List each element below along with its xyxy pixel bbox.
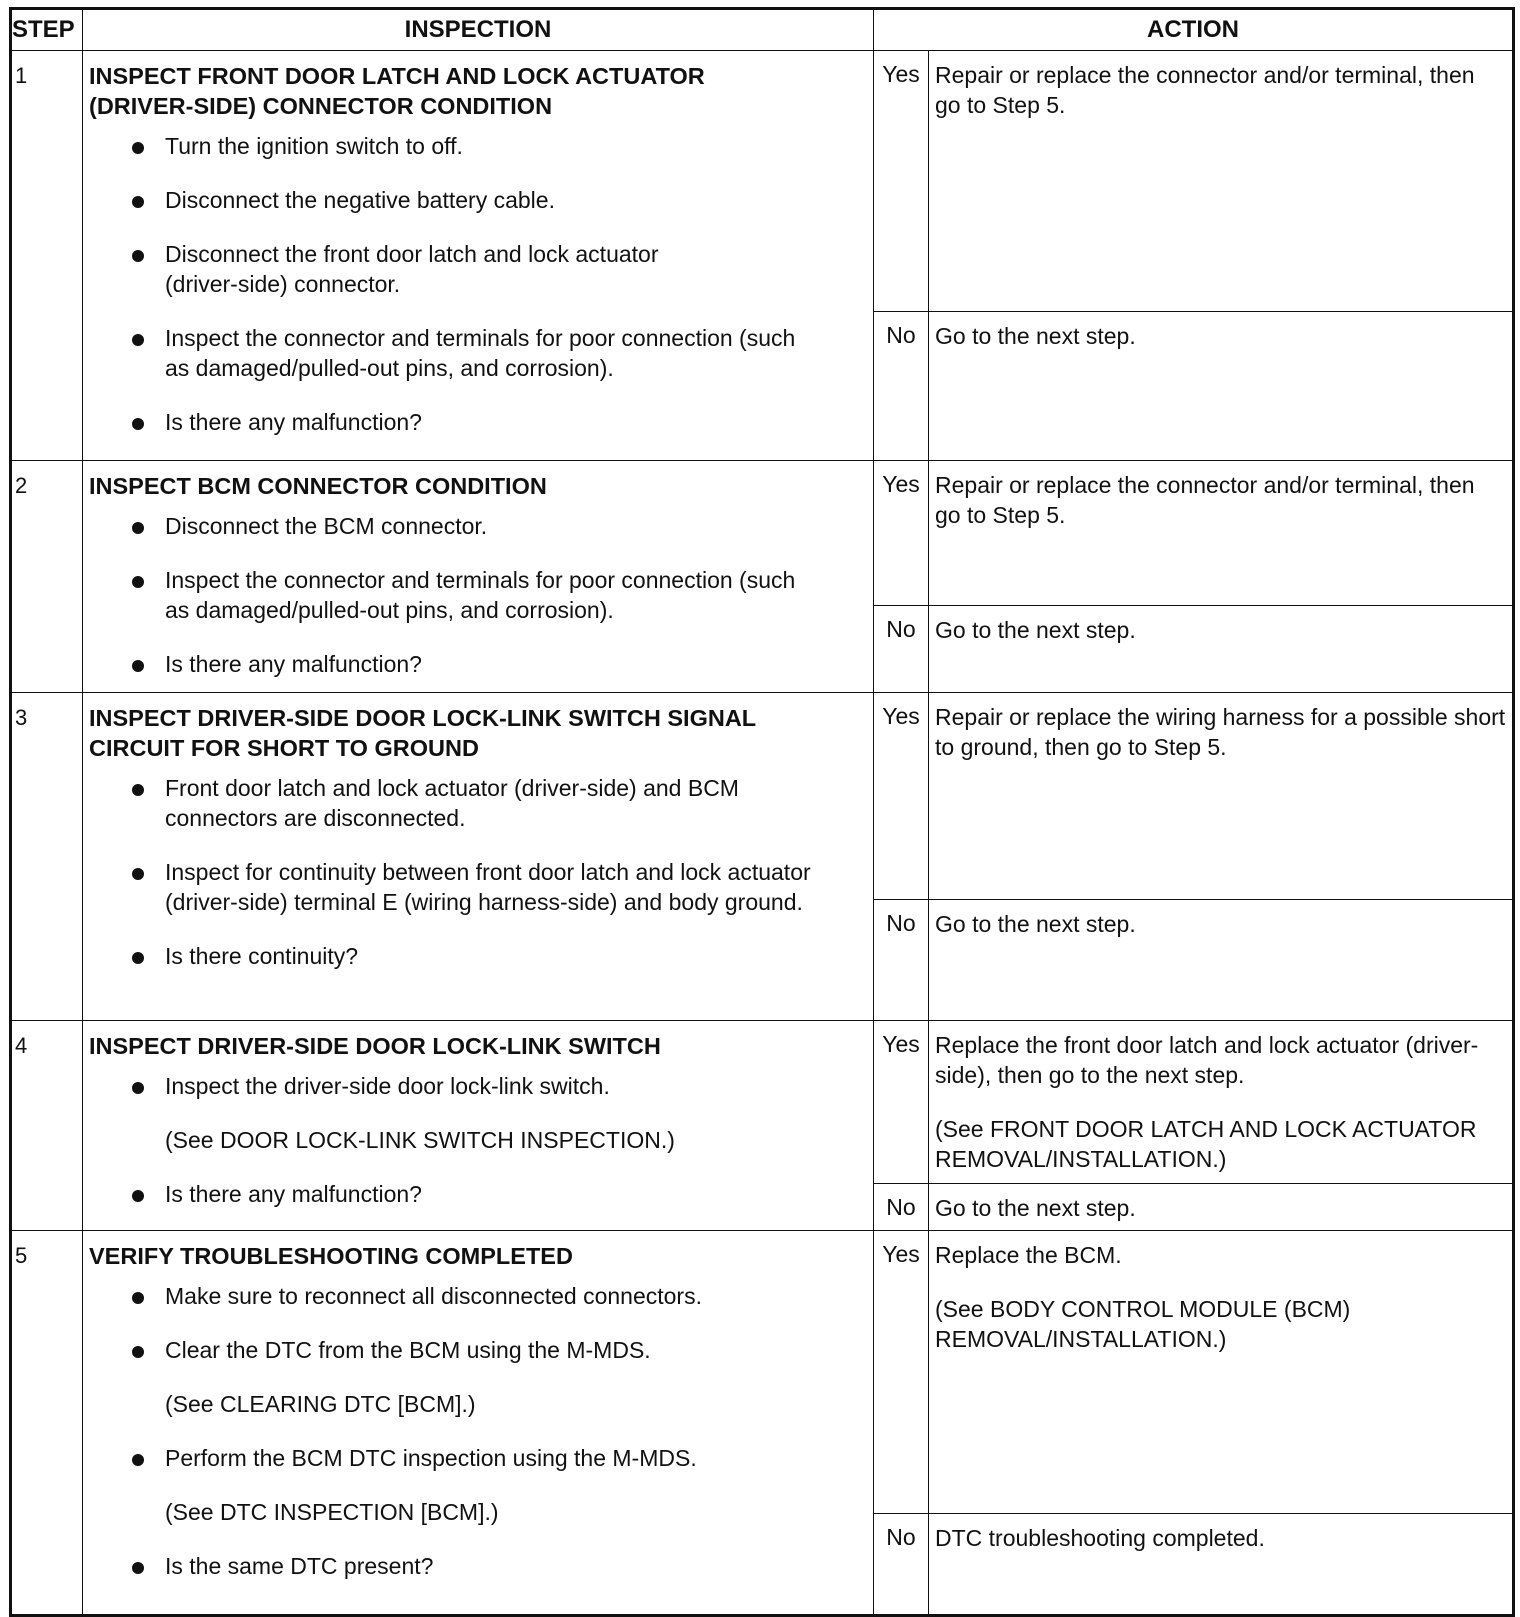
inspection-title-line: INSPECT DRIVER-SIDE DOOR LOCK-LINK SWITCH SIGNAL bbox=[89, 705, 757, 731]
no-label: No bbox=[874, 1184, 929, 1231]
action-text: Repair or replace the connector and/or terminal, then go to Step 5. bbox=[935, 62, 1475, 118]
step-row-1 bbox=[11, 51, 1514, 312]
step-number: 5 bbox=[11, 1231, 83, 1616]
inspection-item: Disconnect the BCM connector. bbox=[89, 511, 867, 541]
inspection-title-line: INSPECT DRIVER-SIDE DOOR LOCK-LINK SWITCH bbox=[89, 1033, 661, 1059]
step-row-4 bbox=[11, 1021, 1514, 1184]
inspection-item: Is the same DTC present? bbox=[89, 1551, 867, 1581]
inspection-item: Front door latch and lock actuator (driver-side) and BCM connectors are disconnected. bbox=[89, 773, 867, 833]
header-row bbox=[11, 9, 1514, 51]
inspection-list bbox=[89, 511, 867, 679]
inspection-reference: (See DOOR LOCK-LINK SWITCH INSPECTION.) bbox=[165, 1127, 675, 1153]
header-action: ACTION bbox=[874, 9, 1514, 51]
inspection-item: Clear the DTC from the BCM using the M-MDS. bbox=[89, 1335, 867, 1365]
action-text: Replace the front door latch and lock actuator (driver-side), then go to the next step. bbox=[935, 1032, 1479, 1088]
inspection-cell bbox=[83, 1231, 874, 1616]
yes-action bbox=[929, 461, 1514, 606]
inspection-item: Disconnect the front door latch and lock actuator (driver-side) connector. bbox=[89, 239, 867, 299]
inspection-title-line: CIRCUIT FOR SHORT TO GROUND bbox=[89, 735, 479, 761]
diagnostic-table bbox=[9, 7, 1515, 1617]
step-row-5 bbox=[11, 1231, 1514, 1514]
header-inspection: INSPECTION bbox=[83, 9, 874, 51]
no-action: DTC troubleshooting completed. bbox=[929, 1514, 1514, 1616]
inspection-reference: (See DTC INSPECTION [BCM].) bbox=[165, 1499, 499, 1525]
action-reference: (See BODY CONTROL MODULE (BCM) REMOVAL/INSTALLATION.) bbox=[935, 1296, 1351, 1352]
inspection-item: Is there any malfunction? bbox=[89, 1179, 867, 1209]
inspection-title-line: INSPECT BCM CONNECTOR CONDITION bbox=[89, 473, 547, 499]
inspection-item: Disconnect the negative battery cable. bbox=[89, 185, 867, 215]
inspection-cell bbox=[83, 1021, 874, 1231]
inspection-cell bbox=[83, 693, 874, 1021]
yes-label: Yes bbox=[874, 693, 929, 900]
inspection-list bbox=[89, 773, 867, 971]
action-text: Repair or replace the connector and/or terminal, then go to Step 5. bbox=[935, 472, 1475, 528]
no-action: Go to the next step. bbox=[929, 1184, 1514, 1231]
yes-label: Yes bbox=[874, 1021, 929, 1184]
inspection-title bbox=[89, 1031, 867, 1061]
inspection-item: Inspect the connector and terminals for poor connection (such as damaged/pulled-out pins, and corrosion). bbox=[89, 565, 867, 625]
inspection-item: Make sure to reconnect all disconnected connectors. bbox=[89, 1281, 867, 1311]
inspection-cell bbox=[83, 461, 874, 693]
no-action: Go to the next step. bbox=[929, 606, 1514, 693]
yes-label: Yes bbox=[874, 461, 929, 606]
inspection-title-line: VERIFY TROUBLESHOOTING COMPLETED bbox=[89, 1243, 573, 1269]
inspection-title bbox=[89, 1241, 867, 1271]
yes-action bbox=[929, 693, 1514, 900]
no-action: Go to the next step. bbox=[929, 900, 1514, 1021]
yes-label: Yes bbox=[874, 51, 929, 312]
action-text: Repair or replace the wiring harness for a possible short to ground, then go to Step 5. bbox=[935, 704, 1506, 760]
step-number: 1 bbox=[11, 51, 83, 461]
no-label: No bbox=[874, 1514, 929, 1616]
yes-action bbox=[929, 51, 1514, 312]
inspection-item: Inspect for continuity between front door latch and lock actuator (driver-side) terminal E (wiring harness-side) and body ground. bbox=[89, 857, 867, 917]
step-row-3 bbox=[11, 693, 1514, 900]
inspection-cell bbox=[83, 51, 874, 461]
inspection-item: Is there any malfunction? bbox=[89, 649, 867, 679]
action-text: Replace the BCM. bbox=[935, 1242, 1122, 1268]
yes-action bbox=[929, 1231, 1514, 1514]
step-row-2 bbox=[11, 461, 1514, 606]
inspection-item: Perform the BCM DTC inspection using the M-MDS. bbox=[89, 1443, 867, 1473]
step-number: 2 bbox=[11, 461, 83, 693]
inspection-item: Is there continuity? bbox=[89, 941, 867, 971]
no-label: No bbox=[874, 900, 929, 1021]
inspection-list bbox=[89, 131, 867, 437]
inspection-item: Inspect the driver-side door lock-link switch. bbox=[89, 1071, 867, 1101]
step-number: 3 bbox=[11, 693, 83, 1021]
inspection-title bbox=[89, 61, 867, 121]
header-step: STEP bbox=[11, 9, 83, 51]
yes-action bbox=[929, 1021, 1514, 1184]
action-reference: (See FRONT DOOR LATCH AND LOCK ACTUATOR REMOVAL/INSTALLATION.) bbox=[935, 1116, 1477, 1172]
no-label: No bbox=[874, 312, 929, 461]
inspection-title bbox=[89, 703, 867, 763]
inspection-item: Is there any malfunction? bbox=[89, 407, 867, 437]
inspection-item: Turn the ignition switch to off. bbox=[89, 131, 867, 161]
inspection-list bbox=[89, 1071, 867, 1209]
no-action: Go to the next step. bbox=[929, 312, 1514, 461]
inspection-title bbox=[89, 471, 867, 501]
no-label: No bbox=[874, 606, 929, 693]
inspection-item: Inspect the connector and terminals for poor connection (such as damaged/pulled-out pins, and corrosion). bbox=[89, 323, 867, 383]
yes-label: Yes bbox=[874, 1231, 929, 1514]
inspection-title-line: INSPECT FRONT DOOR LATCH AND LOCK ACTUATOR bbox=[89, 63, 705, 89]
step-number: 4 bbox=[11, 1021, 83, 1231]
inspection-title-line: (DRIVER-SIDE) CONNECTOR CONDITION bbox=[89, 93, 553, 119]
inspection-list bbox=[89, 1281, 867, 1581]
inspection-reference: (See CLEARING DTC [BCM].) bbox=[165, 1391, 476, 1417]
